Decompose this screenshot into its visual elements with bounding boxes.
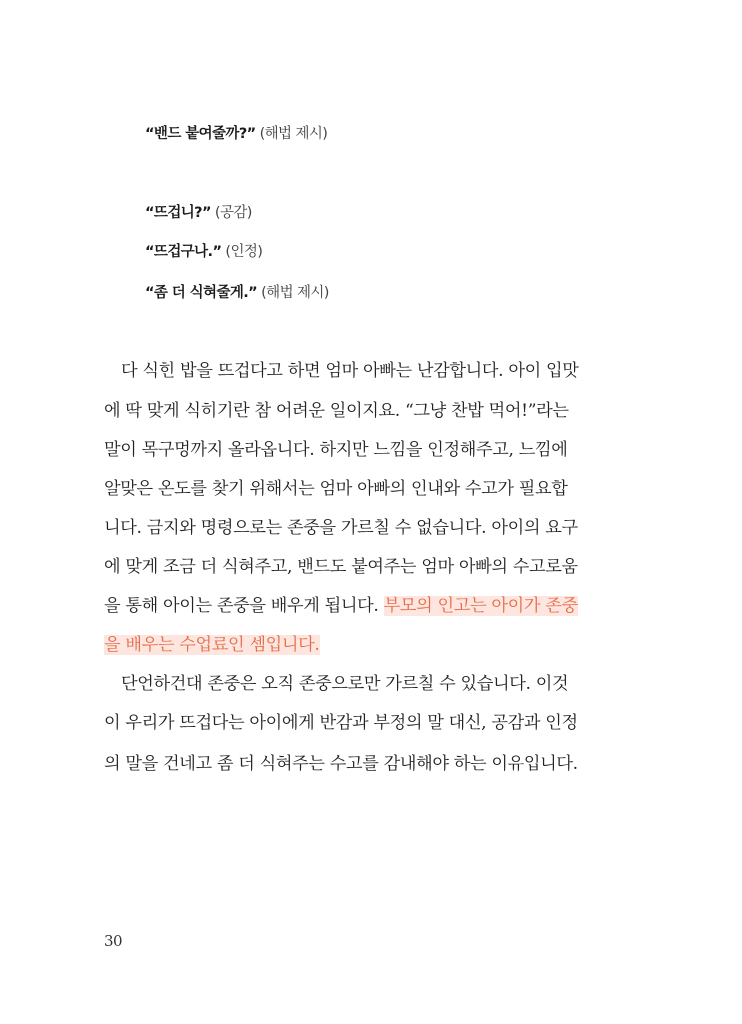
paragraph-line: 에 맞게 조금 더 식혀주고, 밴드도 붙여주는 엄마 아빠의 수고로움 — [104, 557, 578, 577]
quote-note: (해법 제시) — [259, 126, 328, 142]
paragraph-line: 말이 목구멍까지 올라옵니다. 하지만 느낌을 인정해주고, 느낌에 — [104, 440, 568, 460]
paragraph-line: 의 말을 건네고 좀 더 식혀주는 수고를 감내해야 하는 이유입니다. — [104, 754, 578, 774]
quote-line — [145, 203, 252, 223]
paragraph-line: 알맞은 온도를 찾기 위해서는 엄마 아빠의 인내와 수고가 필요합 — [104, 479, 568, 499]
paragraph-line: 이 우리가 뜨겁다는 아이에게 반감과 부정의 말 대신, 공감과 인정 — [104, 713, 578, 733]
highlighted-text: 을 배우는 수업료인 셈입니다. — [104, 635, 320, 655]
page-number: 30 — [104, 932, 123, 950]
paragraph-line: 에 딱 맞게 식히기란 참 어려운 일이지요. “그냥 찬밥 먹어!”라는 — [104, 401, 569, 421]
quote-note: (인정) — [225, 244, 263, 260]
quote-line — [145, 283, 329, 303]
quote-line — [145, 124, 327, 144]
quote-text: “뜨겁니?” — [145, 205, 211, 221]
quote-text: “뜨겁구나.” — [145, 244, 222, 260]
highlighted-text: 부모의 인고는 아이가 존중 — [383, 596, 578, 616]
quote-text: “밴드 붙여줄까?” — [145, 126, 256, 142]
paragraph-line — [104, 592, 578, 620]
paragraph-line: 다 식힌 밥을 뜨겁다고 하면 엄마 아빠는 난감합니다. 아이 입맛 — [121, 361, 579, 381]
paragraph-line: 니다. 금지와 명령으로는 존중을 가르칠 수 없습니다. 아이의 요구 — [104, 518, 578, 538]
paragraph-line — [104, 631, 320, 659]
paragraph-text: 을 통해 아이는 존중을 배우게 됩니다. — [104, 596, 384, 616]
quote-note: (공감) — [214, 205, 252, 221]
paragraph-line: 단언하건대 존중은 오직 존중으로만 가르칠 수 있습니다. 이것 — [121, 674, 569, 694]
quote-line — [145, 242, 262, 262]
quote-note: (해법 제시) — [261, 285, 329, 301]
quote-text: “좀 더 식혀줄게.” — [145, 285, 258, 301]
